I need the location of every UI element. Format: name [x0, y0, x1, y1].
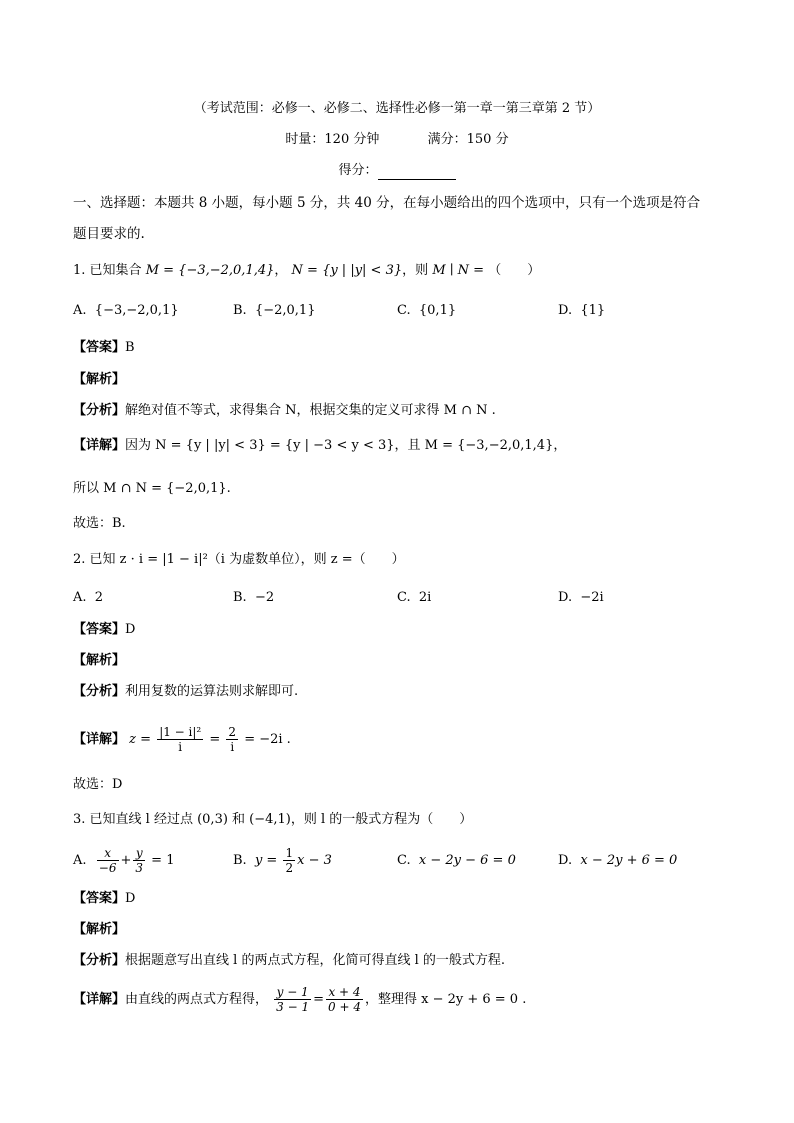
q3-stem: 3. 已知直线 l 经过点 (0,3) 和 (−4,1)，则 l 的一般式方程为（ ）: [73, 812, 473, 827]
q2-frac-1: $\frac{\text{|1 − i|²}}{i}$: [159, 725, 202, 754]
q1-option-d[interactable]: D. {1}: [558, 303, 606, 318]
q2-option-b[interactable]: B. −2: [233, 590, 275, 605]
q1-text-then: 则: [415, 263, 429, 278]
time-label: 时量：120 分钟: [285, 132, 380, 147]
q1-analysis: 【分析】解绝对值不等式，求得集合 N，根据交集的定义可求得 M ∩ N .: [73, 403, 496, 418]
score-field: [0, 162, 794, 180]
q1-text: 已知集合: [89, 263, 142, 278]
q3-option-a[interactable]: A. $\frac{x}{-6}$ + $\frac{y}{3}$ = 1: [73, 846, 175, 875]
q2-stem: 2. 已知 z · i = |1 − i|²（i 为虚数单位），则 z =（ ）: [73, 552, 405, 567]
q2-option-d[interactable]: D. −2i: [558, 590, 604, 605]
q1-set-n: N = {y | |y| < 3}: [291, 263, 403, 278]
q1-expr: M ∣ N =: [432, 263, 485, 278]
q1-answer: 【答案】B: [73, 340, 135, 355]
q2-frac-2: $\frac{2}{i}$: [228, 725, 237, 754]
score-label: 得分：: [338, 163, 378, 178]
q1-option-b[interactable]: B. {−2,0,1}: [233, 303, 316, 318]
q3-analysis-heading: 【解析】: [73, 922, 126, 937]
q3-analysis: 【分析】根据题意写出直线 l 的两点式方程，化简可得直线 l 的一般式方程.: [73, 953, 505, 968]
q1-set-m: M = {−3,−2,0,1,4}: [145, 263, 275, 278]
full-score-label: 满分：150 分: [427, 132, 509, 147]
q2-option-c[interactable]: C. 2i: [397, 590, 432, 605]
q1-analysis-heading: 【解析】: [73, 372, 126, 387]
q2-analysis: 【分析】利用复数的运算法则求解即可.: [73, 684, 299, 699]
q1-detail-1: 【详解】因为 N = {y | |y| < 3} = {y | −3 < y < 3}，且 M = {−3,−2,0,1,4}，: [73, 438, 567, 453]
q2-analysis-heading: 【解析】: [73, 653, 126, 668]
q1-paren: （ ）: [488, 263, 541, 278]
section-instructions-2: 题目要求的.: [73, 226, 145, 242]
q2-conclusion: 故选：D: [73, 777, 123, 792]
exam-scope: （考试范围：必修一、必修二、选择性必修一第一章一第三章第 2 节）: [193, 101, 601, 116]
q3-option-b[interactable]: B. y = $\frac{1}{2}$ x − 3: [233, 846, 332, 875]
q3-detail: 【详解】由直线的两点式方程得， $\frac{y - 1}{3 - 1}$ = $\frac{x + 4}{0 + 4}$ ，整理得 x − 2y + 6 = 0 .: [73, 985, 527, 1014]
q2-option-a[interactable]: A. 2: [73, 590, 104, 605]
score-blank[interactable]: [378, 167, 456, 180]
q2-answer: 【答案】D: [73, 622, 136, 637]
section-instructions-1: 一、选择题：本题共 8 小题，每小题 5 分，共 40 分，在每小题给出的四个选项中，只有一个选项是符合: [73, 195, 701, 211]
q1-number: 1.: [73, 263, 90, 278]
q3-option-c[interactable]: C. x − 2y − 6 = 0: [397, 853, 516, 868]
q2-detail: 【详解】 z = $\frac{\text{|1 − i|²}}{i}$ = $\frac{2}{i}$ = −2i .: [73, 725, 291, 754]
exam-time-score: [0, 131, 794, 149]
q3-option-d[interactable]: D. x − 2y + 6 = 0: [558, 853, 678, 868]
q1-stem: 1. 已知集合 M = {−3,−2,0,1,4}， N = {y | |y| < 3}，则 M ∣ N = （ ）: [73, 263, 541, 278]
q3-answer: 【答案】D: [73, 891, 136, 906]
q1-option-c[interactable]: C. {0,1}: [397, 303, 457, 318]
q1-detail-2: 所以 M ∩ N = {−2,0,1}.: [73, 481, 231, 496]
q1-conclusion: 故选：B.: [73, 516, 126, 531]
q1-option-a[interactable]: A. {−3,−2,0,1}: [73, 303, 179, 318]
